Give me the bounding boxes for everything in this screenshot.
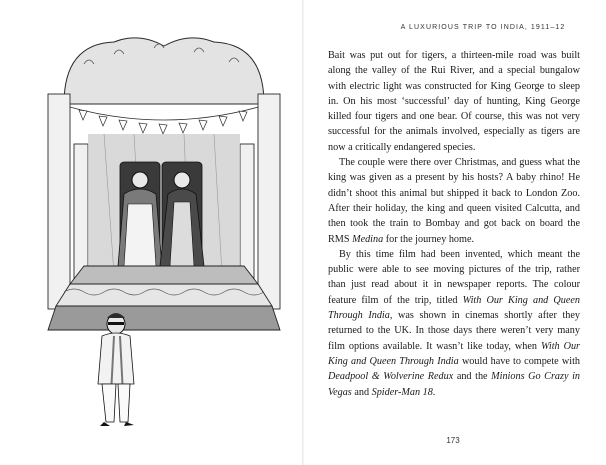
- text-run: The couple were there over Christmas, and guess what the king was given as a present by his hosts? A baby rhino! He didn’t shoot this animal but shipped it back to London Zoo. After their holiday, the king and queen visited Calcutta, and then took the train to Bombay and got back on board the RMS: [328, 157, 580, 245]
- text-run: By this time film had been invented, which meant the public were able to see moving pictures of the trip, rather than just read about it in newspaper reports. The colour feature film of the trip, titled: [328, 248, 580, 306]
- text-run: , was shown in cinemas shortly after they returned to the UK. In those days there weren’t very many film options available. It wasn’t like today, when: [328, 310, 580, 352]
- italic-title: With Our King and Queen Through India: [328, 340, 580, 367]
- text-run: .: [432, 386, 436, 398]
- italic-title: With Our King and Queen Through India: [328, 294, 580, 322]
- running-head: A LUXURIOUS TRIP TO INDIA, 1911–12: [400, 24, 566, 31]
- body-paragraph: [328, 48, 580, 155]
- italic-title: Minions Go Crazy in Vegas: [328, 371, 580, 398]
- text-run: and the: [453, 371, 492, 383]
- italic-title: Spider-Man 18: [371, 386, 433, 398]
- body-text: [328, 48, 580, 400]
- body-paragraph: [328, 155, 580, 247]
- bunting-string: [66, 106, 262, 120]
- text-run: would have to compete with: [458, 355, 580, 367]
- italic-title: Deadpool & Wolverine Redux: [328, 371, 454, 383]
- body-paragraph: [328, 247, 580, 400]
- durbar-illustration: [44, 34, 284, 434]
- italic-title: Medina: [352, 233, 384, 245]
- bunting-flags: [79, 110, 247, 134]
- text-run: for the journey home.: [383, 233, 475, 245]
- page-number: 173: [446, 436, 460, 445]
- page-gutter: [302, 0, 304, 465]
- text-run: Bait was put out for tigers, a thirteen-mile road was built along the valley of the Rui River, and a special bungalow with electric light was constructed for King George to sleep in. On his most ‘successful’ day of hunting, King George killed four tigers and one bear. Of course, this was not very successful for the animals involved, especially as tigers are now a critically endangered species.: [328, 50, 580, 153]
- dais-platform: [48, 266, 280, 330]
- text-run: and: [351, 386, 372, 398]
